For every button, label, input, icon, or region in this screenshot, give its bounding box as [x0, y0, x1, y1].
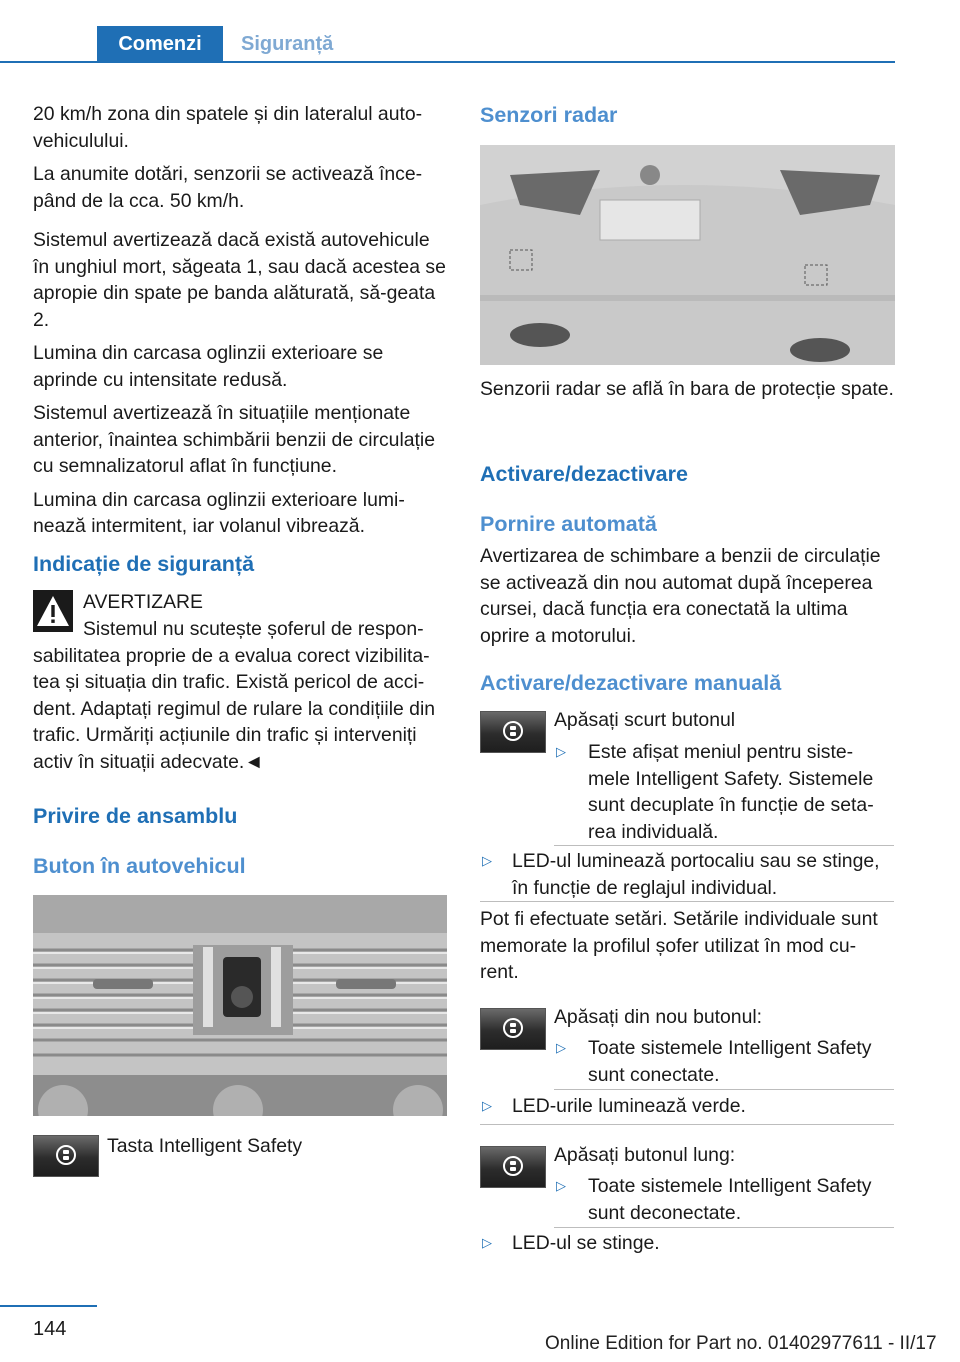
paragraph: Pot fi efectuate setări. Setările individuale sunt memorate la profilul șofer utilizat în mod cu-rent.	[480, 908, 878, 983]
heading-overview: Privire de ansamblu	[33, 804, 238, 828]
radar-paragraph	[480, 376, 895, 410]
heading-auto-start: Pornire automată	[480, 512, 657, 536]
page-number: 144	[33, 1318, 67, 1340]
step1-bullet1: Este afișat meniul pentru siste-mele Intelligent Safety. Sistemele sunt decuplate în funcție de seta-rea individuală.	[588, 741, 874, 843]
paragraph: Lumina din carcasa oglinzii exterioare se aprinde cu intensitate redusă.	[33, 342, 384, 391]
heading-button-in-vehicle: Buton în autovehicul	[33, 854, 246, 878]
tab-siguranta[interactable]: Siguranță	[241, 33, 334, 55]
tab-comenzi[interactable]: Comenzi	[97, 26, 223, 63]
heading-activate: Activare/dezactivare	[480, 462, 688, 486]
heading-radar: Senzori radar	[480, 103, 618, 127]
bullet-triangle-icon: ▷	[556, 1040, 566, 1055]
separator	[554, 845, 894, 846]
step1-text: Apăsați scurt butonul	[554, 709, 736, 731]
settings-paragraph	[480, 906, 894, 993]
page-number-rule	[0, 1305, 97, 1307]
dashboard-photo	[33, 895, 447, 1116]
rear-bumper-photo	[480, 145, 895, 365]
separator	[554, 1227, 894, 1228]
paragraph: La anumite dotări, senzorii se activează înce-pând de la cca. 50 km/h.	[33, 163, 423, 212]
bullet-triangle-icon: ▷	[556, 744, 566, 759]
intelligent-safety-button-icon	[480, 1146, 546, 1188]
paragraph: Sistemul avertizează în situațiile menționate anterior, înaintea schimbării benzii de circulație cu semnalizatorul aflat în funcțiune.	[33, 402, 436, 477]
paragraph: Senzorii radar se află în bara de protecție spate.	[480, 378, 894, 400]
step3-bullet1: Toate sistemele Intelligent Safety sunt deconectate.	[588, 1175, 872, 1224]
heading-safety: Indicație de siguranță	[33, 552, 255, 576]
key-label: Tasta Intelligent Safety	[107, 1135, 303, 1157]
separator	[480, 901, 894, 902]
bullet-triangle-icon: ▷	[482, 853, 492, 868]
paragraph: Lumina din carcasa oglinzii exterioare lumi-nează intermitent, iar volanul vibrează.	[33, 488, 405, 537]
heading-manual: Activare/dezactivare manuală	[480, 671, 782, 695]
warning-title-text: AVERTIZARE	[83, 591, 203, 613]
paragraph: 20 km/h zona din spatele și din lateralul auto-vehiculului.	[33, 103, 423, 152]
left-column	[33, 101, 448, 547]
step3-bullet2: LED-ul se stinge.	[512, 1232, 660, 1254]
bullet-triangle-icon: ▷	[556, 1178, 566, 1193]
paragraph: Sistemul avertizează dacă există autovehicule în unghiul mort, săgeata 1, sau dacă acestea se apropie din spate pe banda alăturată, să-geata 2.	[33, 229, 446, 331]
bullet-triangle-icon: ▷	[482, 1235, 492, 1250]
step1-bullet2: LED-ul luminează portocaliu sau se stinge, în funcție de reglajul individual.	[512, 850, 880, 899]
bullet-triangle-icon: ▷	[482, 1098, 492, 1113]
warning-text: Sistemul nu scutește șoferul de respon-sabilitatea proprie de a evalua corect vizibilita-tea și situația din trafic. Există pericol de acci-dent. Adaptați regimul de rulare la condițiile din trafic. Urmăriți acțiunile din trafic și interveniți activ în situații adecvate.◄	[33, 618, 436, 773]
intelligent-safety-button-icon	[480, 711, 546, 753]
step3-text: Apăsați butonul lung:	[554, 1144, 736, 1166]
step2-text: Apăsați din nou butonul:	[554, 1006, 763, 1028]
warning-body	[33, 616, 451, 782]
separator	[480, 1124, 894, 1125]
separator	[554, 1089, 894, 1090]
intelligent-safety-button-icon	[480, 1008, 546, 1050]
intelligent-safety-button-icon	[33, 1135, 99, 1177]
step2-bullet1: Toate sistemele Intelligent Safety sunt conectate.	[588, 1037, 872, 1086]
header-rule	[0, 61, 895, 63]
edition-footer: Online Edition for Part no. 01402977611 - II/17	[545, 1333, 937, 1354]
paragraph: Avertizarea de schimbare a benzii de circulație se activează din nou automat după începerea cursei, dacă funcția era conectată la ultima oprire a motorului.	[480, 545, 881, 647]
step2-bullet2: LED-urile luminează verde.	[512, 1095, 746, 1117]
auto-paragraph	[480, 543, 895, 656]
